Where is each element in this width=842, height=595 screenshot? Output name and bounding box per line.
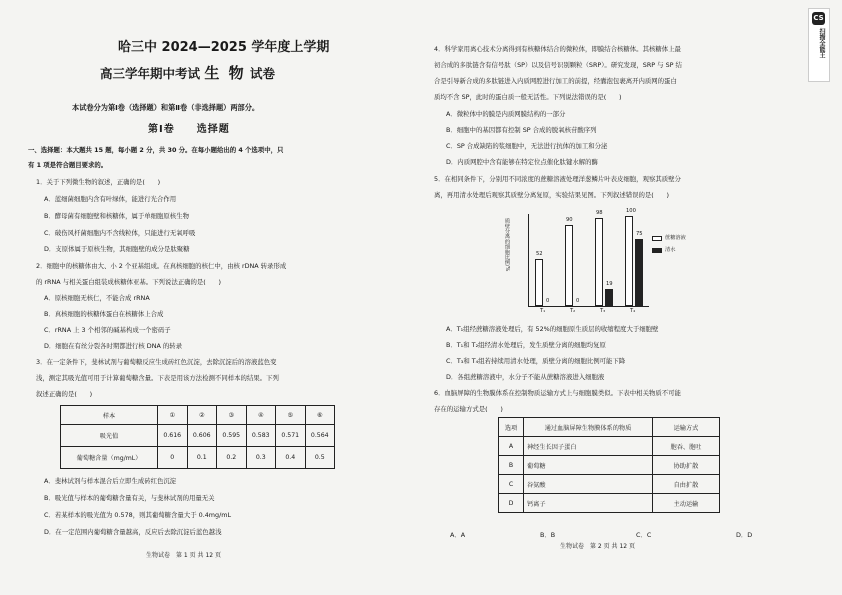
- q1-option-b: B．酵母菌有细胞壁和核糖体，属于单细胞原核生物: [44, 212, 189, 220]
- q4-option-b: B．细胞中的基因都有控制 SP 合成的脱氧核苷酸序列: [446, 126, 597, 134]
- q4-stem-line4: 质均不含 SP，此时的蛋白质一般无活性。下列说法错误的是( ): [434, 93, 622, 101]
- q3-header-cell: ⑥: [305, 406, 335, 425]
- q3-cell: 0.1: [187, 447, 217, 469]
- q5-chart-xaxis: [528, 308, 648, 318]
- q5-option-b: B．T₁和 T₂组经清水处理后，发生质壁分离的细胞均复原: [446, 341, 606, 349]
- q3-header-cell: ⑤: [276, 406, 306, 425]
- q3-cell: 0.583: [246, 425, 276, 447]
- chart-x-tick-label: T₂: [570, 308, 576, 314]
- q5-chart-bars: [529, 208, 649, 306]
- q6-answer-d: D．D: [736, 531, 753, 539]
- legend-label-water: 清水: [665, 247, 676, 253]
- q6-answer-c: C．C: [636, 531, 652, 539]
- q6-cell: 钙离子: [524, 494, 653, 513]
- scanner-watermark: [808, 8, 830, 82]
- q6-answer-b: B．B: [540, 531, 556, 539]
- q3-cell: 0.606: [187, 425, 217, 447]
- q3-stem-line3: 叙述正确的是( ): [36, 390, 93, 398]
- q3-option-a: A．斐林试剂与样本混合后立即生成砖红色沉淀: [44, 477, 177, 485]
- q6-cell: 谷氨酸: [524, 475, 653, 494]
- q4-option-a: A．微粒体中的膜是内质网膜结构的一部分: [446, 110, 566, 118]
- q2-option-b: B．真核细胞的核糖体蛋白在核糖体上合成: [44, 310, 164, 318]
- q3-option-c: C．若某样本的吸光值为 0.578，则其葡萄糖含量大于 0.4mg/mL: [44, 511, 232, 519]
- q6-table-row: [499, 475, 720, 494]
- exam-title-part2: 试卷: [249, 66, 275, 81]
- exam-intro: 本试卷分为第Ⅰ卷（选择题）和第Ⅱ卷（非选择题）两部分。: [72, 103, 260, 112]
- q6-table-row: [499, 456, 720, 475]
- chart-value-label: 0: [546, 298, 550, 304]
- q3-cell: 0.616: [158, 425, 188, 447]
- chart-bar-sucrose: [595, 218, 603, 306]
- chart-bar-sucrose: [535, 259, 543, 306]
- q2-stem-line1: 2．细胞中的核糖体由大、小 2 个亚基组成。在真核细胞的核仁中，由核 rDNA 转录形成: [36, 262, 287, 270]
- q5-chart-plot: [528, 208, 649, 307]
- chart-value-label: 52: [536, 251, 543, 258]
- chart-bar-water: [635, 239, 643, 307]
- footer-page2: 生物试卷 第 2 页 共 12 页: [560, 543, 635, 550]
- q3-stem-line1: 3．在一定条件下，斐林试剂与葡萄糖反应生成砖红色沉淀，去除沉淀后的溶液蓝色变: [36, 358, 277, 366]
- q3-table-header-row: [61, 406, 335, 425]
- q3-cell: 0.4: [276, 447, 306, 469]
- q5-stem-line2: 离，再用清水处理后观察其质壁分离复原，实验结果见图。下列叙述错误的是( ): [434, 191, 670, 199]
- q6-cell: A: [499, 437, 524, 456]
- chart-value-label: 75: [636, 230, 643, 237]
- q3-cell: 0.3: [246, 447, 276, 469]
- q4-option-c: C．SP 合成缺陷的浆细胞中，无法进行抗体的加工和分泌: [446, 142, 608, 150]
- chart-bar-sucrose: [625, 216, 633, 306]
- q3-table: [60, 405, 335, 469]
- q3-table-row-absorbance: [61, 425, 335, 447]
- q6-table-row: [499, 494, 720, 513]
- q5-option-a: A．T₁组经蔗糖溶液处理后，有 52%的细胞原生质层的收缩程度大于细胞壁: [446, 325, 659, 333]
- chart-x-tick-label: T₁: [540, 308, 546, 314]
- q4-option-d: D．内质网腔中含有能够在特定位点催化肽键水解的酶: [446, 158, 598, 166]
- q3-header-sample: 样本: [61, 406, 158, 425]
- legend-label-sucrose: 蔗糖溶液: [665, 235, 686, 241]
- q5-chart-ylabel: 质壁分离的细胞比例/%: [504, 218, 510, 272]
- exam-subject: 生 物: [204, 64, 246, 82]
- q6-table-row: [499, 437, 720, 456]
- q3-cell: 0.564: [305, 425, 335, 447]
- q3-header-cell: ①: [158, 406, 188, 425]
- q2-option-a: A．原核细胞无核仁，不能合成 rRNA: [44, 294, 150, 302]
- q6-header-substance: 通过血脑屏障生物膜体系的物质: [524, 418, 653, 437]
- q3-header-cell: ③: [217, 406, 247, 425]
- chart-x-tick-label: T₄: [630, 308, 636, 314]
- q3-stem-line2: 浅，测定其吸光值可用于计算葡萄糖含量。下表是用该方法检测不同样本的结果。下列: [36, 374, 279, 382]
- q4-stem-line2: 初合成的多肽链含有信号肽（SP）以及信号识别颗粒（SRP）。研究发现，SRP 与 SP 结: [434, 61, 682, 69]
- q2-option-d: D．细胞在有丝分裂各时期都进行核 DNA 的转录: [44, 342, 183, 350]
- exam-title-line2: [100, 64, 275, 82]
- q6-stem-line2: 存在的运输方式是( ): [434, 405, 503, 413]
- q3-cell: 0.571: [276, 425, 306, 447]
- q6-cell: 主动运输: [653, 494, 720, 513]
- q6-cell: B: [499, 456, 524, 475]
- q6-header-transport: 运输方式: [653, 418, 720, 437]
- q6-cell: C: [499, 475, 524, 494]
- chart-value-label: 90: [566, 217, 573, 223]
- chart-value-label: 98: [596, 209, 603, 216]
- q6-cell: D: [499, 494, 524, 513]
- q1-option-c: C．破伤风杆菌细胞内不含线粒体，只能进行无氧呼吸: [44, 229, 196, 237]
- q3-cell: 0.595: [217, 425, 247, 447]
- q5-option-d: D．各组蔗糖溶液中，水分子不能从蔗糖溶液进入细胞液: [446, 373, 605, 381]
- q6-cell: 协助扩散: [653, 456, 720, 475]
- chart-value-label: 0: [576, 298, 580, 304]
- q5-option-c: C．T₃和 T₄组若持续用清水处理，质壁分离的细胞比例可能下降: [446, 357, 626, 365]
- q3-cell: 0.2: [217, 447, 247, 469]
- exam-title-line1: 哈三中 2024—2025 学年度上学期: [118, 40, 330, 55]
- watermark-text: 扫描全能王: [818, 28, 825, 58]
- q5-chart-legend: [652, 234, 722, 258]
- q3-header-cell: ④: [246, 406, 276, 425]
- q3-table-row-glucose: [61, 447, 335, 469]
- q6-answer-a: A．A: [450, 531, 466, 539]
- camscanner-logo-icon: CS: [812, 12, 825, 25]
- q6-cell: 神经生长因子蛋白: [524, 437, 653, 456]
- q1-stem: 1．关于下列微生物的叙述，正确的是( ): [36, 178, 161, 186]
- q1-option-d: D．支原体属于原核生物，其细胞壁的成分是肽聚糖: [44, 245, 190, 253]
- q6-stem-line1: 6．血脑屏障的生物膜体系在控制物质运输方式上与细胞膜类似。下表中相关物质不可能: [434, 389, 681, 397]
- q6-cell: 葡萄糖: [524, 456, 653, 475]
- q3-option-d: D．在一定范围内葡萄糖含量越高，反应后去除沉淀后蓝色越浅: [44, 528, 222, 536]
- q6-table-header-row: [499, 418, 720, 437]
- q3-option-b: B．吸光值与样本的葡萄糖含量有关，与斐林试剂的用量无关: [44, 494, 215, 502]
- q4-stem-line1: 4．科学家用离心技术分离得到有核糖体结合的微粒体，即膜结合核糖体。其核糖体上最: [434, 45, 681, 53]
- q5-chart: [500, 210, 730, 320]
- legend-swatch-sucrose: [652, 236, 662, 241]
- q6-header-option: 选项: [499, 418, 524, 437]
- q6-table: [498, 417, 720, 513]
- q3-row-label: 吸光值: [61, 425, 158, 447]
- chart-value-label: 19: [606, 280, 613, 287]
- q2-stem-line2: 的 rRNA 与相关蛋白组装成核糖体亚基。下列说法正确的是( ): [36, 278, 222, 286]
- q3-cell: 0.5: [305, 447, 335, 469]
- instructions-line2: 有 1 项是符合题目要求的。: [28, 161, 108, 169]
- chart-bar-sucrose: [565, 225, 573, 306]
- chart-value-label: 100: [626, 208, 636, 214]
- footer-page1: 生物试卷 第 1 页 共 12 页: [146, 552, 221, 559]
- q6-cell: 胞吞、胞吐: [653, 437, 720, 456]
- q3-cell: 0: [158, 447, 188, 469]
- q3-row-label: 葡萄糖含量（mg/mL）: [61, 447, 158, 469]
- exam-title-part1: 高三学年期中考试: [100, 66, 201, 81]
- chart-x-tick-label: T₃: [600, 308, 606, 314]
- q2-option-c: C．rRNA 上 3 个相邻的碱基构成一个密码子: [44, 326, 171, 334]
- section-heading: 第Ⅰ卷 选择题: [148, 124, 230, 135]
- instructions-line1: 一、选择题：本大题共 15 题，每小题 2 分，共 30 分。在每小题给出的 4 个选项中，只: [28, 146, 284, 154]
- q4-stem-line3: 合是引导新合成的多肽链进入内质网腔进行加工的前提，经囊泡包裹离开内质网的蛋白: [434, 77, 677, 85]
- q6-cell: 自由扩散: [653, 475, 720, 494]
- q1-option-a: A．蓝细菌细胞内含有叶绿体，能进行光合作用: [44, 195, 177, 203]
- legend-swatch-water: [652, 248, 662, 253]
- q3-header-cell: ②: [187, 406, 217, 425]
- q5-stem-line1: 5．在相同条件下，分别用不同浓度的蔗糖溶液处理洋葱鳞片叶表皮细胞，观察其质壁分: [434, 175, 681, 183]
- chart-bar-water: [605, 289, 613, 306]
